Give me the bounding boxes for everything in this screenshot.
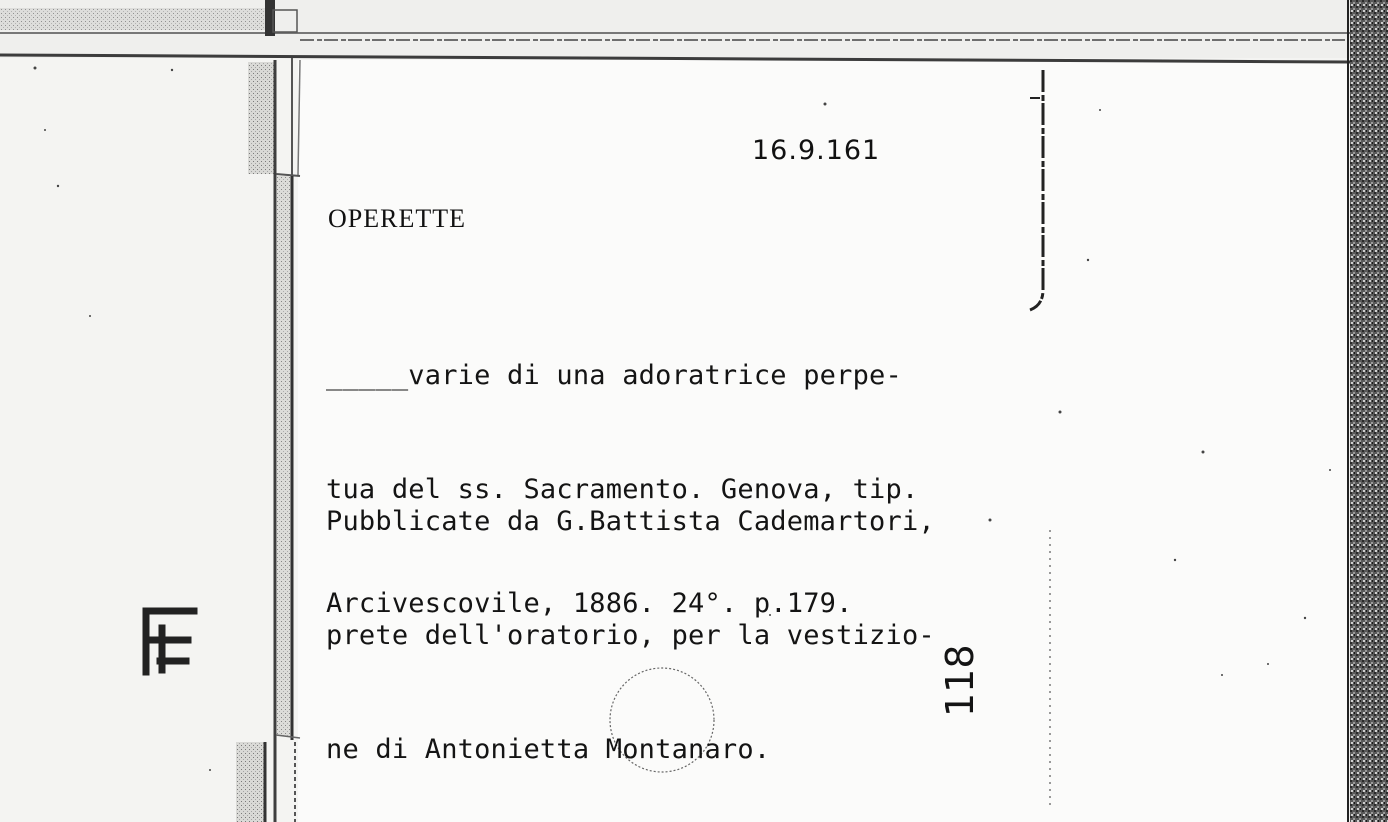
entry-line: Arcivescovile, 1886. 24°. p.179. [326, 588, 853, 619]
right-edge-shadow [1350, 0, 1388, 822]
bibliographic-note [326, 427, 935, 807]
entry-line: tua del ss. Sacramento. Genova, tip. [326, 474, 919, 505]
catalog-heading: OPERETTE [328, 204, 466, 233]
card-number [938, 644, 993, 720]
left-rail [248, 62, 276, 174]
note-line: ne di Antonietta Montanaro. [326, 734, 771, 765]
card-number-text: 118 [938, 644, 982, 717]
shelfmark: 16.9.161 [752, 135, 881, 166]
note-line: prete dell'oratorio, per la vestizio- [326, 620, 935, 651]
stamp-mark [146, 611, 194, 672]
entry-line: _____varie di una adoratrice perpe- [326, 360, 902, 391]
note-line: Pubblicate da G.Battista Cademartori, [326, 506, 935, 537]
